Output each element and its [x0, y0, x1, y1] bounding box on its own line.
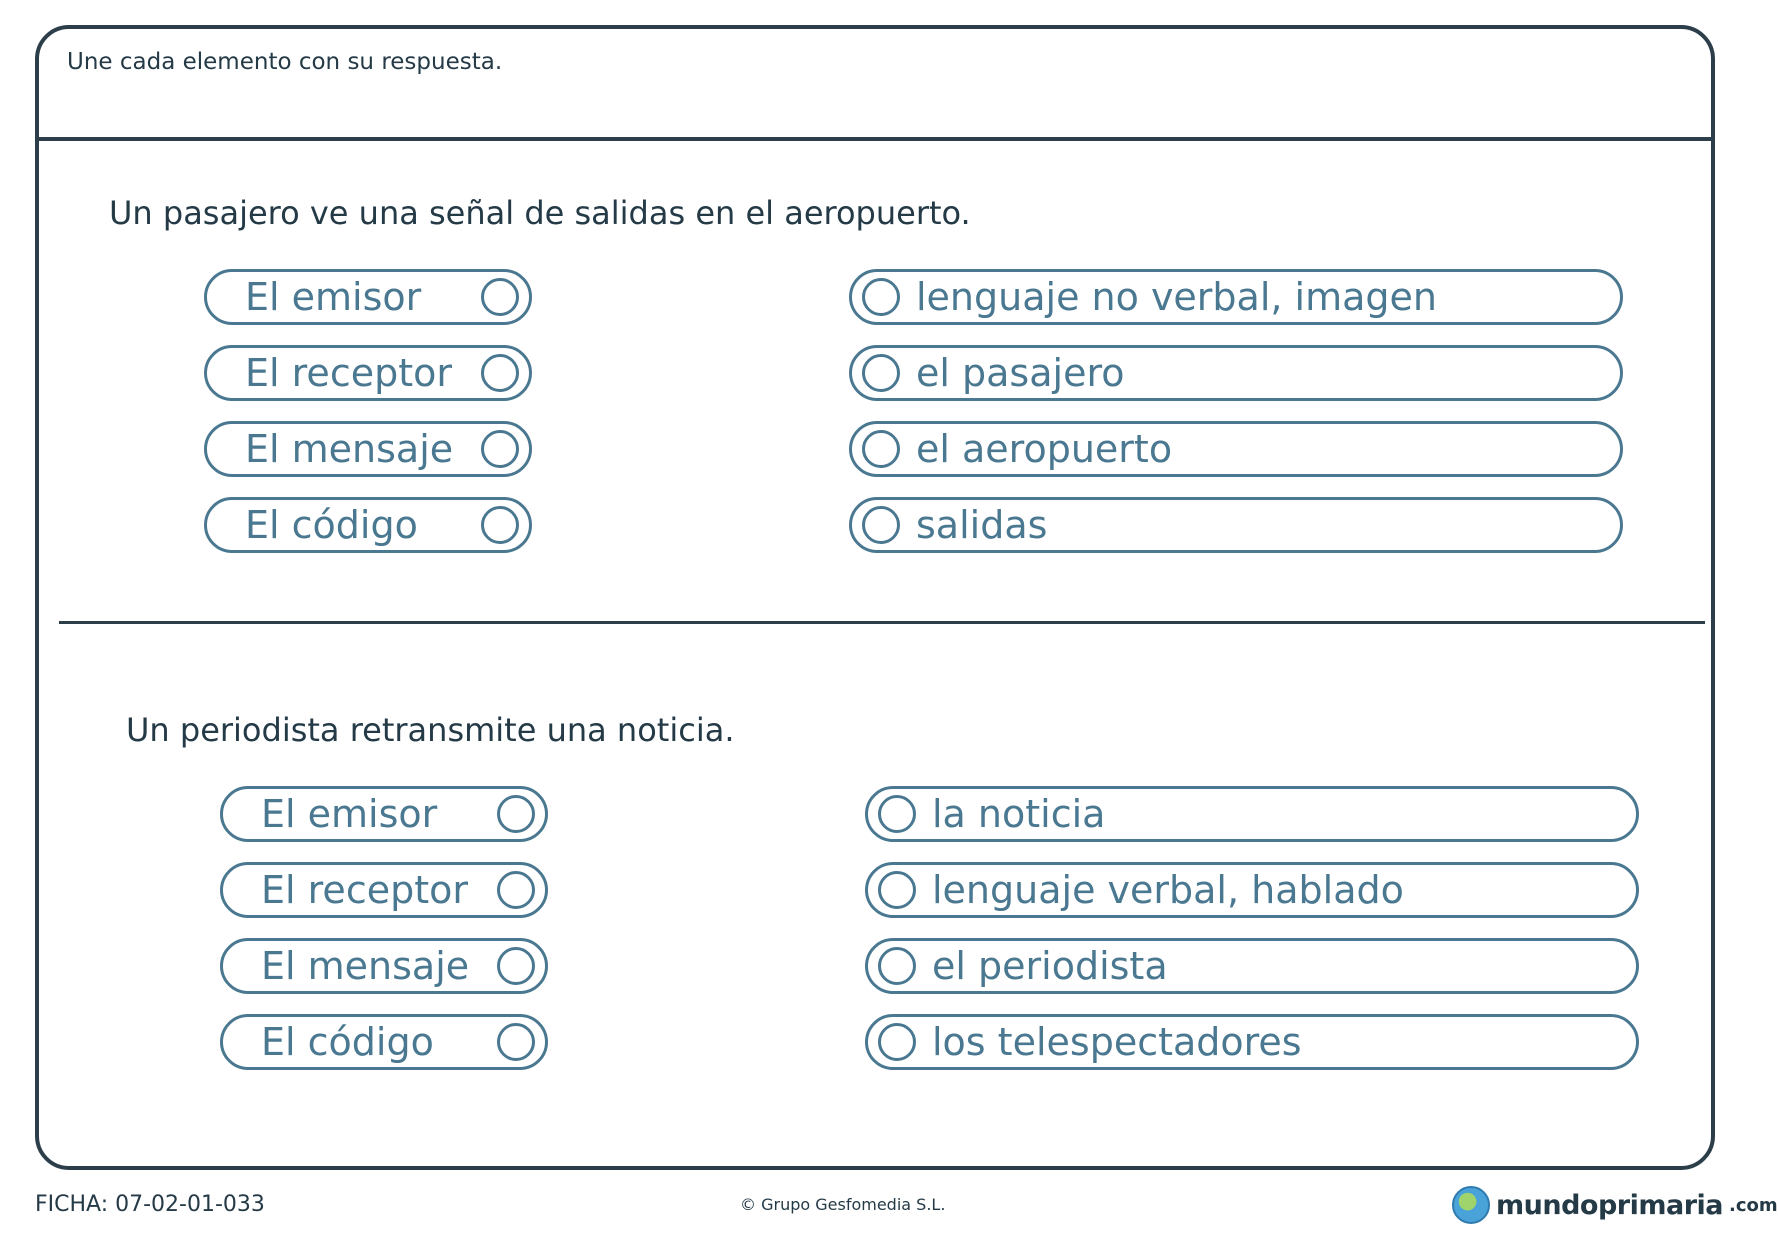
connector-dot[interactable] — [862, 506, 900, 544]
worksheet-frame — [35, 25, 1715, 1170]
exercise-2-prompt: Un periodista retransmite una noticia. — [126, 711, 735, 749]
connector-dot[interactable] — [497, 1023, 535, 1061]
connector-dot[interactable] — [481, 430, 519, 468]
connector-dot[interactable] — [878, 1023, 916, 1061]
ex2-left-option-1[interactable] — [220, 786, 548, 842]
section-divider — [59, 621, 1705, 624]
brand-tld: .com — [1729, 1194, 1778, 1216]
option-label: El emisor — [245, 275, 422, 319]
connector-dot[interactable] — [862, 354, 900, 392]
ex1-right-option-3[interactable] — [849, 421, 1623, 477]
brand-logo[interactable] — [1452, 1186, 1778, 1224]
option-label: El mensaje — [245, 427, 454, 471]
connector-dot[interactable] — [481, 278, 519, 316]
option-label: el pasajero — [916, 351, 1125, 395]
connector-dot[interactable] — [862, 430, 900, 468]
ex2-left-option-3[interactable] — [220, 938, 548, 994]
option-label: El mensaje — [261, 944, 470, 988]
ex1-right-option-1[interactable] — [849, 269, 1623, 325]
option-label: El receptor — [261, 868, 468, 912]
connector-dot[interactable] — [862, 278, 900, 316]
globe-icon — [1452, 1186, 1490, 1224]
exercise-1-prompt: Un pasajero ve una señal de salidas en el aeropuerto. — [109, 194, 971, 232]
ex1-left-option-2[interactable] — [204, 345, 532, 401]
connector-dot[interactable] — [497, 795, 535, 833]
option-label: lenguaje no verbal, imagen — [916, 275, 1437, 319]
option-label: salidas — [916, 503, 1048, 547]
connector-dot[interactable] — [878, 947, 916, 985]
option-label: los telespectadores — [932, 1020, 1302, 1064]
instruction-bar — [39, 29, 1711, 141]
ex1-right-option-4[interactable] — [849, 497, 1623, 553]
ex2-right-option-2[interactable] — [865, 862, 1639, 918]
option-label: la noticia — [932, 792, 1106, 836]
connector-dot[interactable] — [481, 354, 519, 392]
connector-dot[interactable] — [481, 506, 519, 544]
instruction-text: Une cada elemento con su respuesta. — [67, 49, 503, 75]
ex1-left-option-1[interactable] — [204, 269, 532, 325]
ex1-left-option-4[interactable] — [204, 497, 532, 553]
option-label: El emisor — [261, 792, 438, 836]
brand-name: mundoprimaria — [1496, 1189, 1723, 1221]
ex2-left-option-4[interactable] — [220, 1014, 548, 1070]
connector-dot[interactable] — [497, 871, 535, 909]
copyright-notice: © Grupo Gesfomedia S.L. — [740, 1195, 946, 1214]
ex2-right-option-1[interactable] — [865, 786, 1639, 842]
ex1-right-option-2[interactable] — [849, 345, 1623, 401]
connector-dot[interactable] — [878, 795, 916, 833]
worksheet-id: FICHA: 07-02-01-033 — [35, 1192, 265, 1217]
ex1-left-option-3[interactable] — [204, 421, 532, 477]
option-label: El código — [245, 503, 418, 547]
option-label: el periodista — [932, 944, 1168, 988]
ex2-left-option-2[interactable] — [220, 862, 548, 918]
connector-dot[interactable] — [878, 871, 916, 909]
option-label: el aeropuerto — [916, 427, 1173, 471]
option-label: El código — [261, 1020, 434, 1064]
ex2-right-option-3[interactable] — [865, 938, 1639, 994]
connector-dot[interactable] — [497, 947, 535, 985]
ex2-right-option-4[interactable] — [865, 1014, 1639, 1070]
option-label: lenguaje verbal, hablado — [932, 868, 1404, 912]
option-label: El receptor — [245, 351, 452, 395]
